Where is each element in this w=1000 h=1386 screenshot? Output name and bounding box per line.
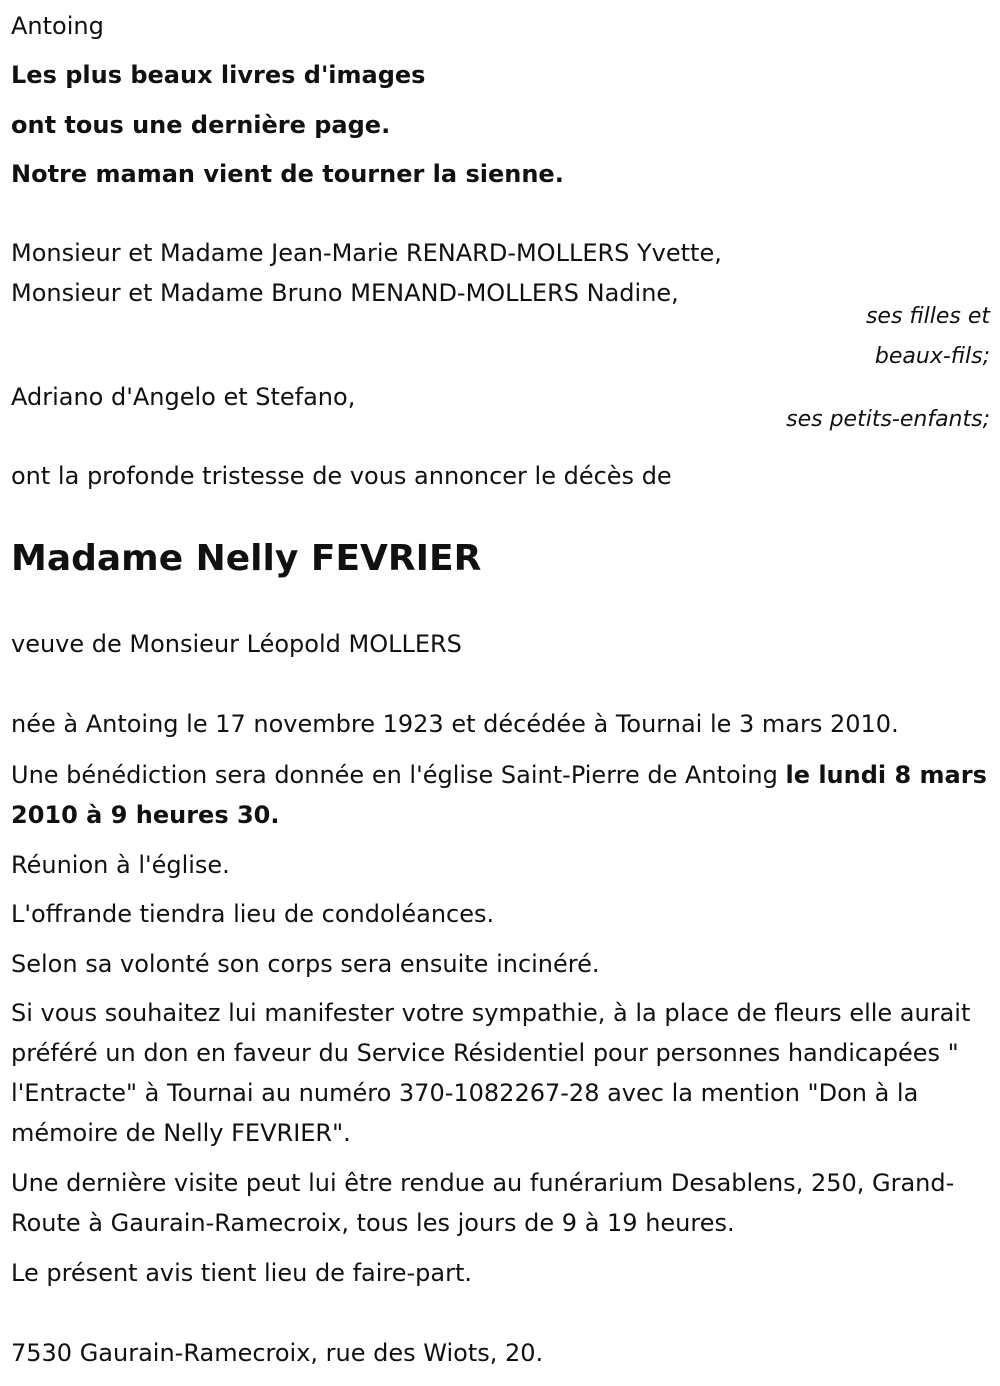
epigraph-line-1: Les plus beaux livres d'images xyxy=(11,61,426,89)
ceremony-info xyxy=(11,755,989,835)
family-address: 7530 Gaurain-Ramecroix, rue des Wiots, 20. xyxy=(11,1339,544,1367)
epigraph-line-3: Notre maman vient de tourner la sienne. xyxy=(11,160,564,188)
donation-info: Si vous souhaitez lui manifester votre sympathie, à la place de fleurs elle aurait préféré un don en faveur du Service Résidentiel pour personnes handicapées " l'Entracte" à Tournai au numéro 370-1082267-28 avec la mention "Don à la mémoire de Nelly FEVRIER". xyxy=(11,999,971,1147)
visit-info: Une dernière visite peut lui être rendue au funérarium Desablens, 250, Grand-Route à Gaurain-Ramecroix, tous les jours de 9 à 19 heures. xyxy=(11,1169,955,1237)
deceased-name: Madame Nelly FEVRIER xyxy=(11,538,482,579)
announcement-text: ont la profonde tristesse de vous annoncer le décès de xyxy=(11,462,672,490)
ceremony-text: Une bénédiction sera donnée en l'église Saint-Pierre de Antoing xyxy=(11,761,786,789)
family-daughter-2: Monsieur et Madame Bruno MENAND-MOLLERS Nadine, xyxy=(11,279,679,307)
daughters-role-line-2: beaux-fils; xyxy=(874,344,990,369)
offering-info: L'offrande tiendra lieu de condoléances. xyxy=(11,900,495,928)
daughters-role-line-1: ses filles et xyxy=(865,304,990,329)
location-heading: Antoing xyxy=(11,12,104,40)
ceremony-date: le lundi 8 mars 2010 à 9 heures 30. xyxy=(11,761,987,829)
grandchildren-role: ses petits-enfants; xyxy=(786,407,990,432)
cremation-info: Selon sa volonté son corps sera ensuite incinéré. xyxy=(11,950,600,978)
meeting-info: Réunion à l'église. xyxy=(11,851,230,879)
notice-info: Le présent avis tient lieu de faire-part. xyxy=(11,1259,473,1287)
birth-death-info: née à Antoing le 17 novembre 1923 et décédée à Tournai le 3 mars 2010. xyxy=(11,710,899,738)
widow-of: veuve de Monsieur Léopold MOLLERS xyxy=(11,630,462,658)
grandchildren-names: Adriano d'Angelo et Stefano, xyxy=(11,383,356,411)
family-daughter-1: Monsieur et Madame Jean-Marie RENARD-MOLLERS Yvette, xyxy=(11,239,722,267)
epigraph-line-2: ont tous une dernière page. xyxy=(11,111,391,139)
